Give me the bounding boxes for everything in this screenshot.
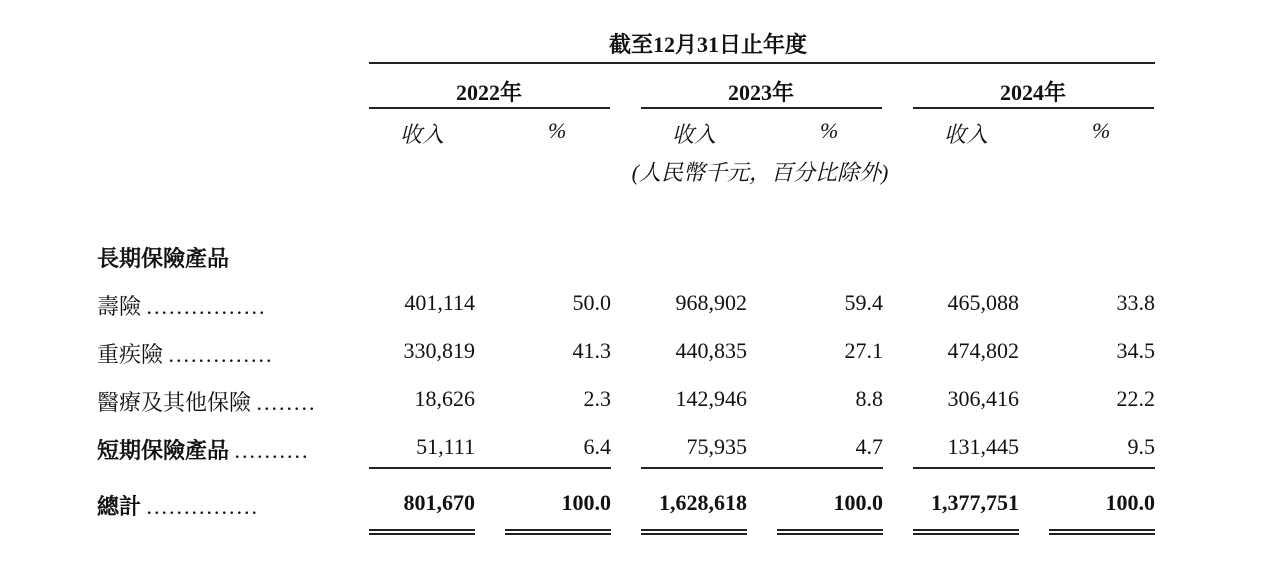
cell-2024-pct: 9.5 <box>1127 434 1155 459</box>
cell-2022-pct: 41.3 <box>572 338 611 363</box>
total-2023-pct: 100.0 <box>833 490 883 515</box>
total-2024-pct: 100.0 <box>1105 490 1155 515</box>
row-label-total <box>97 490 259 521</box>
row-label-medical-other <box>97 386 317 417</box>
total-2023-revenue: 1,628,618 <box>659 490 747 515</box>
total-2022-pct: 100.0 <box>561 490 611 515</box>
cell-2023-revenue: 968,902 <box>675 290 747 315</box>
subtotal-rule <box>777 467 883 469</box>
cell-2024-pct: 22.2 <box>1116 386 1155 411</box>
col-pct-2022: % <box>548 118 567 143</box>
subtotal-rule <box>1049 467 1155 469</box>
cell-2022-pct: 6.4 <box>583 434 611 459</box>
cell-2022-revenue: 18,626 <box>414 386 475 411</box>
total-double-rule <box>641 529 747 535</box>
cell-2023-revenue: 75,935 <box>686 434 747 459</box>
cell-2023-pct: 4.7 <box>855 434 883 459</box>
total-2022-revenue: 801,670 <box>403 490 475 515</box>
cell-2022-revenue: 51,111 <box>416 434 475 459</box>
year-2022-header: 2022年 <box>455 80 522 105</box>
total-double-rule <box>369 529 475 535</box>
year-2022-rule <box>369 107 610 109</box>
row-label-short-term <box>97 434 310 465</box>
leader-dots: .............. <box>168 342 274 367</box>
row-label-text: 短期保險產品 <box>97 438 230 463</box>
year-2023-header: 2023年 <box>727 80 794 105</box>
row-label-text: 壽險 <box>97 294 142 319</box>
cell-2022-pct: 2.3 <box>583 386 611 411</box>
row-label-life <box>97 290 267 321</box>
section-title: 長期保險產品 <box>97 246 230 271</box>
cell-2024-revenue: 131,445 <box>947 434 1019 459</box>
row-label-text: 醫療及其他保險 <box>97 390 252 415</box>
col-pct-2024: % <box>1092 118 1111 143</box>
year-2023-rule <box>641 107 882 109</box>
year-2024-header: 2024年 <box>999 80 1066 105</box>
cell-2024-pct: 34.5 <box>1116 338 1155 363</box>
cell-2024-revenue: 465,088 <box>947 290 1019 315</box>
cell-2023-revenue: 142,946 <box>675 386 747 411</box>
cell-2023-pct: 27.1 <box>844 338 883 363</box>
cell-2023-pct: 8.8 <box>855 386 883 411</box>
total-2024-revenue: 1,377,751 <box>931 490 1019 515</box>
total-double-rule <box>1049 529 1155 535</box>
cell-2022-revenue: 330,819 <box>403 338 475 363</box>
row-label-text: 重疾險 <box>97 342 164 367</box>
row-label-critical-illness <box>97 338 274 369</box>
total-double-rule <box>777 529 883 535</box>
year-2024-rule <box>913 107 1154 109</box>
cell-2024-pct: 33.8 <box>1116 290 1155 315</box>
row-label-text: 總計 <box>97 494 142 519</box>
leader-dots: .......... <box>234 438 310 463</box>
unit-note: (人民幣千元，百分比除外) <box>631 160 889 185</box>
subtotal-rule <box>505 467 611 469</box>
cell-2024-revenue: 306,416 <box>947 386 1019 411</box>
period-rule <box>369 62 1155 64</box>
total-double-rule <box>505 529 611 535</box>
leader-dots: ........ <box>256 390 317 415</box>
col-pct-2023: % <box>820 118 839 143</box>
period-header: 截至12月31日止年度 <box>608 32 807 57</box>
cell-2023-pct: 59.4 <box>844 290 883 315</box>
cell-2022-revenue: 401,114 <box>404 290 475 315</box>
total-double-rule <box>913 529 1019 535</box>
cell-2022-pct: 50.0 <box>572 290 611 315</box>
col-revenue-2023: 收入 <box>672 122 717 147</box>
cell-2023-revenue: 440,835 <box>675 338 747 363</box>
col-revenue-2024: 收入 <box>944 122 989 147</box>
cell-2024-revenue: 474,802 <box>947 338 1019 363</box>
leader-dots: ................ <box>146 294 267 319</box>
col-revenue-2022: 收入 <box>400 122 445 147</box>
leader-dots: ............... <box>146 494 260 519</box>
